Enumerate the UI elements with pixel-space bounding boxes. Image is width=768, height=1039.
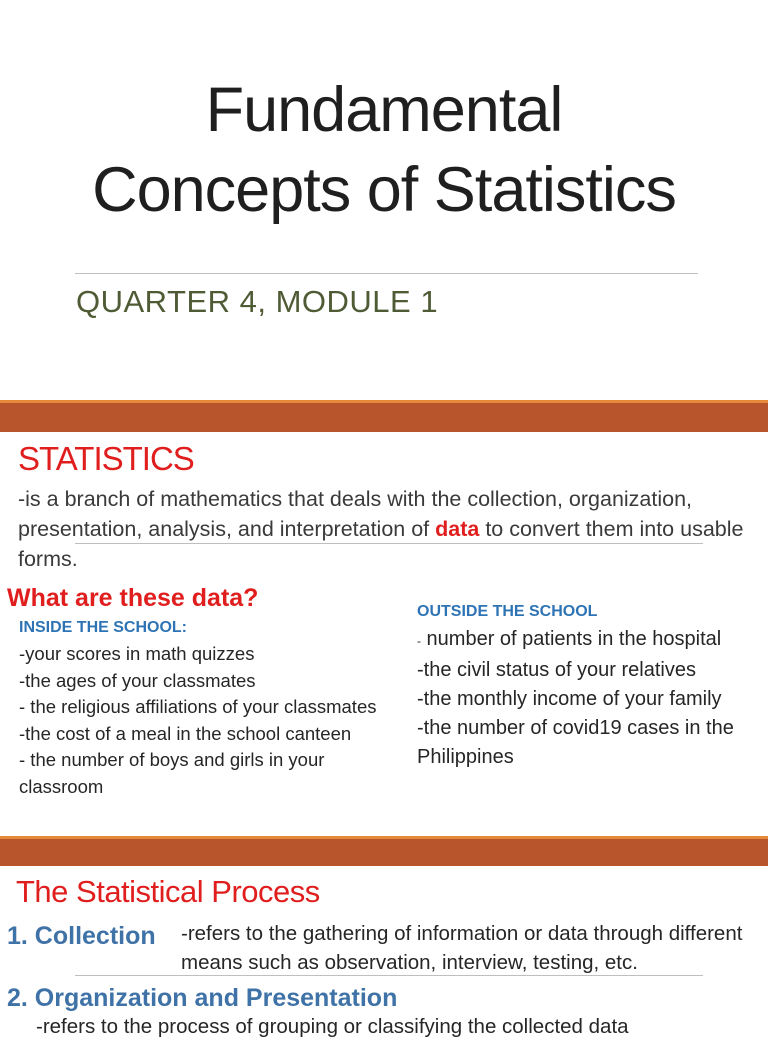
list-item: -the civil status of your relatives [417,659,696,681]
statistical-process-heading: The Statistical Process [16,874,320,909]
slide-separator-bar [0,400,768,432]
step-organization-label: 2. Organization and Presentation [7,984,398,1012]
title-line-2: Concepts of Statistics [92,155,676,225]
separator-stripe [0,400,768,403]
list-item: -the ages of your classmates [19,669,256,691]
list-item: - the number of boys and girls in your classroom [19,749,325,797]
step-collection-label: 1. Collection [7,922,156,950]
slide-subtitle: QUARTER 4, MODULE 1 [76,284,439,319]
list-dash: - [417,634,421,648]
list-item: - number of patients in the hospital [417,628,722,650]
inside-school-heading: INSIDE THE SCHOOL: [19,619,188,636]
separator-stripe [0,836,768,839]
statistics-heading: STATISTICS [18,440,194,477]
list-item: -the monthly income of your family [417,688,722,710]
inside-school-list [19,641,394,800]
slide-separator-bar [0,836,768,866]
step-organization-description: -refers to the process of grouping or classifying the collected data [36,1015,629,1038]
slide-title [0,70,768,230]
list-item: -the number of covid19 cases in the Philippines [417,717,734,768]
title-divider [75,273,698,274]
definition-underline [75,543,703,544]
title-slide [0,0,768,400]
step-collection-description: -refers to the gathering of information or data through different means such as observation, interview, testing, etc. [181,922,743,974]
data-question-heading: What are these data? [7,584,259,612]
title-line-1: Fundamental [205,75,563,145]
outside-school-heading: OUTSIDE THE SCHOOL [417,603,598,620]
outside-school-list [417,625,747,772]
collection-underline [75,975,703,976]
list-item: - the religious affiliations of your classmates [19,696,377,717]
definition-text-start: -is a branch of mathematics that deals with the collection, organization, presentation, analysis, and interpretation of [18,487,693,541]
statistics-definition [18,484,758,574]
statistical-process-slide [0,866,768,1038]
definition-highlight-data: data [435,517,480,541]
statistics-definition-slide [0,432,768,836]
list-item: -your scores in math quizzes [19,643,255,664]
definition-text-end: to convert them into usable forms. [18,517,744,571]
list-item: -the cost of a meal in the school canteen [19,722,352,744]
